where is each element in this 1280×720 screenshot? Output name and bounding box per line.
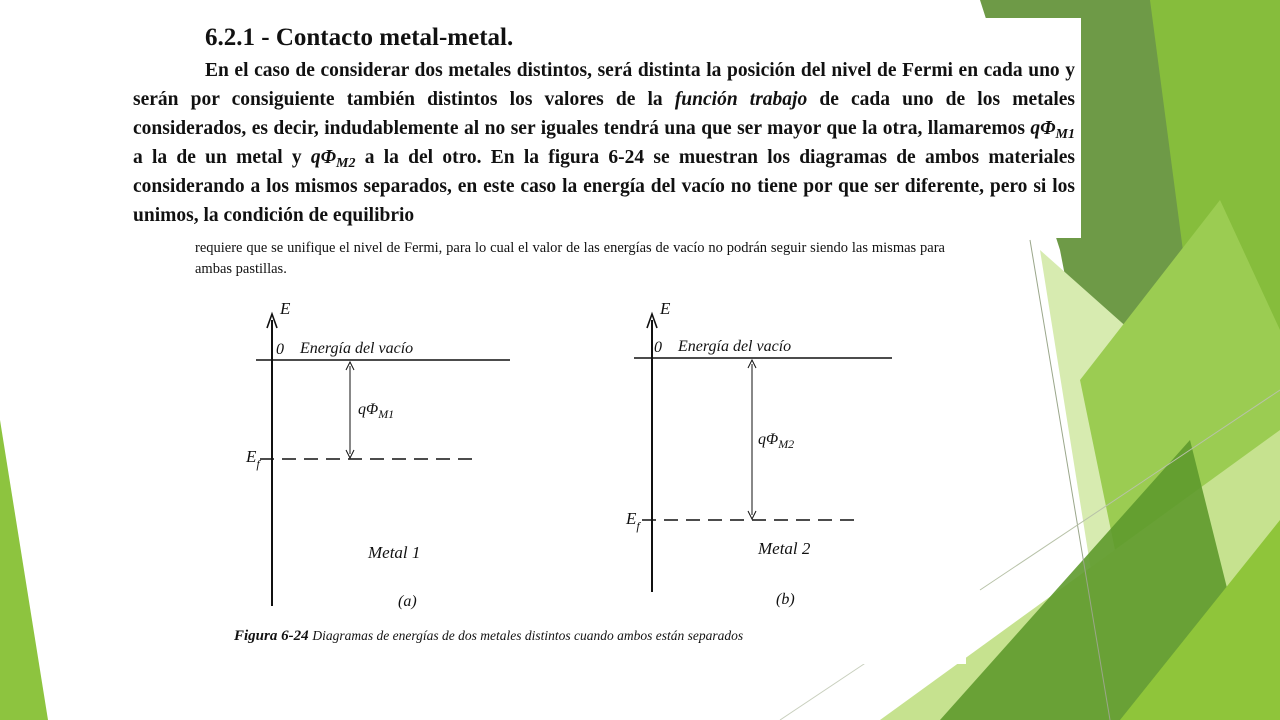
scanned-page-top — [133, 18, 1081, 238]
qphi-m1-symbol: qΦ — [1030, 118, 1056, 139]
panel-label-b: (b) — [776, 591, 795, 608]
intro-part-3: a la de un metal y — [133, 147, 311, 168]
energy-axis-label-a: E — [280, 299, 291, 318]
qphi-m2-subscript: M2 — [336, 156, 356, 171]
diagram-metal-2 — [625, 299, 892, 608]
section-title: 6.2.1 - Contacto metal-metal. — [205, 24, 514, 51]
green-facet-left — [0, 420, 48, 720]
intro-term-work-function: función trabajo — [674, 89, 808, 110]
qphi-m1-subscript: M1 — [1055, 127, 1075, 142]
intro-part-4: a la del otro. En la figura 6-24 se muestran los diagramas de ambos materiales considerando a los mismos separados, en este caso la energía del vacío no tiene por que ser diferente, pero si los unimos, la condición de equilibrio — [133, 147, 1076, 226]
diagram-metal-1 — [245, 299, 510, 610]
intro-part-2: de cada uno de los metales considerados, es decir, indudablemente al no ser iguales tendrá una que ser mayor que la otra, llamaremos — [133, 89, 1075, 139]
energy-axis-label-b: E — [660, 299, 671, 318]
intro-part-1: En el caso de considerar dos metales distintos, será distinta la posición del nivel de Fermi en cada uno y serán por consiguiente también distintos los valores de la — [133, 60, 1075, 110]
zero-label-a: 0 — [276, 341, 284, 358]
energy-diagrams-figure — [148, 288, 966, 668]
figure-caption-text: Diagramas de energías de dos metales distintos cuando ambos están separados — [312, 628, 744, 643]
qphi-m2-symbol: qΦ — [310, 147, 337, 168]
panel-label-a: (a) — [398, 593, 417, 610]
continuation-paragraph: requiere que se unifique el nivel de Fermi, para lo cual el valor de las energías de vacío no podrán seguir siendo las mismas para ambas pastillas. — [195, 240, 945, 277]
zero-label-b: 0 — [654, 339, 662, 356]
intro-paragraph — [133, 56, 1075, 230]
material-label-b: Metal 2 — [758, 539, 811, 558]
scanned-page-bottom — [148, 238, 966, 664]
work-function-label-b: $q\Phi_{M2}$ — [758, 431, 795, 451]
work-function-label-a: $q\Phi_{M1}$ — [358, 401, 395, 421]
thin-line-3 — [780, 660, 870, 720]
figure-caption — [234, 628, 743, 645]
material-label-a: Metal 1 — [368, 543, 421, 562]
fermi-level-label-b: $E_f$ — [626, 509, 640, 533]
vacuum-level-label-b: Energía del vacío — [678, 338, 792, 355]
figure-caption-number: Figura 6-24 — [234, 628, 309, 644]
fermi-level-label-a: $E_f$ — [246, 447, 260, 471]
vacuum-level-label-a: Energía del vacío — [300, 340, 414, 357]
